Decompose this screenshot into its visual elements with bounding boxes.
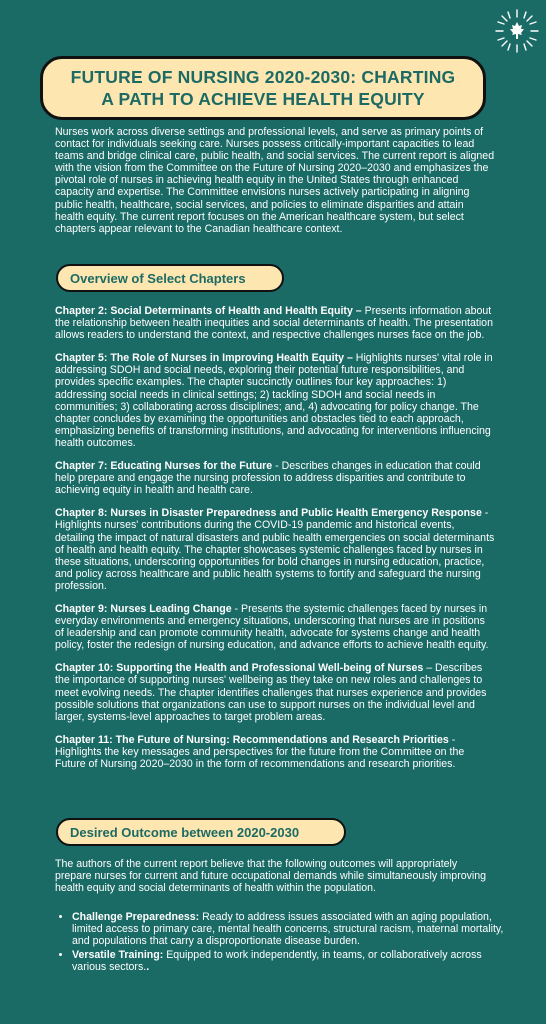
chapter-10: [55, 662, 495, 722]
chapter-text: – Describes the importance of supporting nurses' wellbeing as they take on new roles and challenges to meet evolving needs. The chapter identifies challenges that nurses experience and provides possible solutions that organizations can use to support nurses on the individual level and larger, systems-level approaches to target problem areas.: [55, 662, 487, 723]
chapter-11: [55, 734, 495, 770]
chapter-text: - Presents the systemic challenges faced by nurses in everyday environments and emergency situations, underscoring that nurses are in positions of leadership and can promote community health, advocate for systems change and health policy, foster the redesign of nursing education, and advance efforts to achieve health equity.: [55, 602, 489, 652]
overview-heading: Overview of Select Chapters: [56, 264, 284, 292]
title-banner: [40, 56, 486, 120]
chapter-title: Chapter 11: The Future of Nursing: Recommendations and Research Priorities: [55, 733, 449, 746]
chapter-text: - Highlights the key messages and perspectives for the future from the Committee on the Future of Nursing 2020–2030 in the form of recommendations and research priorities.: [55, 733, 465, 770]
chapter-title: Chapter 8: Nurses in Disaster Preparedness and Public Health Emergency Response: [55, 507, 482, 520]
final-period: .: [146, 961, 150, 974]
chapter-title: Chapter 10: Supporting the Health and Professional Well-being of Nurses: [55, 662, 424, 675]
chapter-text: - Highlights nurses' contributions during the COVID-19 pandemic and historical events, detailing the impact of natural disasters and public health emergencies on social determinants of health and health equity. The chapter showcases systemic challenges faced by nurses in these situations, underscoring opportunities for bold changes in nursing education, practice, and policy across healthcare and public health systems to fortify and safeguard the nursing profession.: [55, 507, 495, 592]
chapter-2: [55, 305, 495, 341]
bullet-text: Equipped to work independently, in teams, or collaboratively across various sectors.: [72, 949, 482, 974]
chapter-7: [55, 460, 495, 496]
chapter-5: [55, 352, 495, 449]
chapter-text: Presents information about the relationship between health inequities and social determinants of health. The presentation allows readers to understand the context, and respective challenges nurses face on the job.: [55, 305, 493, 342]
chapter-title: Chapter 5: The Role of Nurses in Improving Health Equity –: [55, 352, 353, 365]
outcome-heading: Desired Outcome between 2020-2030: [56, 818, 346, 846]
outcome-list: [55, 911, 512, 975]
bullet-title: Challenge Preparedness:: [72, 911, 200, 923]
chapter-8: [55, 507, 495, 592]
maple-leaf-burst-icon: [494, 8, 540, 54]
intro-paragraph: Nurses work across diverse settings and professional levels, and serve as primary points of contact for individuals seeking care. Nurses possess critically-important capacities to lead teams and bridge clinical care, public health, and social services. The current report is aligned with the vision from the Committee on the Future of Nursing 2020–2030 and emphasizes the pivotal role of nurses in achieving health equity in the United States through enhanced capacity and expertise. The Committee envisions nurses actively participating in aligning public health, healthcare, social services, and policies to eliminate disparities and attain health equity. The current report focuses on the American healthcare system, but select chapters appear relevant to the Canadian healthcare context.: [55, 126, 495, 235]
chapter-text: Highlights nurses' vital role in addressing SDOH and social needs, exploring their potential future responsibilities, and provides specific examples. The chapter succinctly outlines four key approaches: 1) addressing social needs in clinical settings; 2) tackling SDOH and social needs in communities; 3) collaborating across disciplines; and, 4) advocating for policy change. The chapter concludes by examining the opportunities and obstacles tied to each approach, emphasizing benefits of transforming institutions, and advocating for interventions influencing health outcomes.: [55, 352, 493, 449]
chapter-title: Chapter 7: Educating Nurses for the Future: [55, 460, 273, 473]
list-item: [72, 949, 512, 973]
chapter-title: Chapter 9: Nurses Leading Change: [55, 602, 232, 615]
chapter-9: [55, 603, 495, 651]
list-item: [72, 911, 512, 947]
outcome-intro-paragraph: The authors of the current report believe that the following outcomes will appropriately prepare nurses for current and future occupational demands while simultaneously improving health equity and social determinants of health within the population.: [55, 858, 487, 895]
page-title: FUTURE OF NURSING 2020-2030: CHARTING A PATH TO ACHIEVE HEALTH EQUITY: [70, 67, 456, 109]
bullet-title: Versatile Training:: [72, 949, 164, 962]
chapter-list: [55, 305, 495, 781]
chapter-title: Chapter 2: Social Determinants of Health and Health Equity –: [55, 305, 362, 317]
chapter-text: - Describes changes in education that could help prepare and engage the nursing profession to address disparities and contribute to achieving equity in health and health care.: [55, 460, 481, 497]
bullet-text: Ready to address issues associated with an aging population, limited access to primary care, mental health concerns, structural racism, maternal mortality, and populations that carry a disproportionate disease burden.: [72, 911, 504, 948]
